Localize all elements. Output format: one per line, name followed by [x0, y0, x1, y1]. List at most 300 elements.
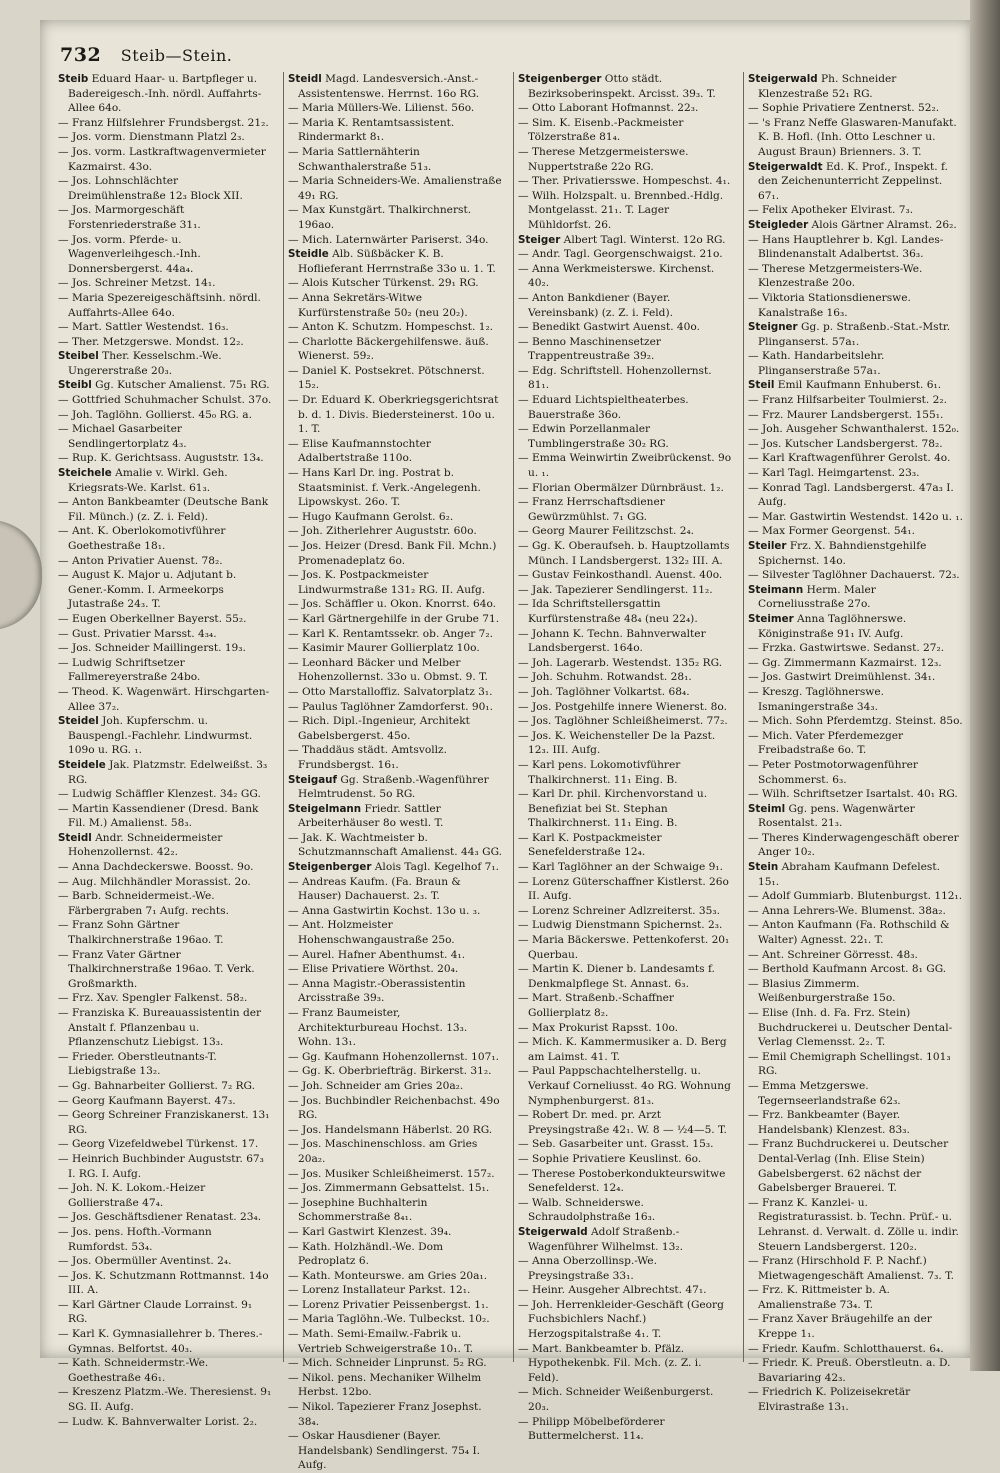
entry-text: — Leonhard Bäcker und Melber Hohenzollernst. 33o u. Obmst. 9. T.	[288, 656, 488, 684]
directory-entry	[288, 1283, 503, 1298]
entry-text: — Joh. Zitherlehrer Auguststr. 60o.	[288, 525, 477, 538]
entry-text: — Benedikt Gastwirt Auenst. 40o.	[518, 321, 700, 334]
directory-entry	[58, 1210, 273, 1225]
entry-text: — Andreas Kaufm. (Fa. Braun & Hauser) Dachauerst. 2₃. T.	[288, 875, 461, 903]
directory-entry	[518, 918, 733, 933]
page-number: 732	[60, 44, 102, 66]
entry-text: — Jos. Zimmermann Gebsattelst. 15₁.	[288, 1182, 490, 1195]
entry-text: — Emma Metzgerswe. Tegernseerlandstraße 62₃.	[748, 1079, 901, 1107]
entry-text: — Joh. Ausgeher Schwanthalerst. 152₀.	[748, 423, 960, 436]
entry-text: — Franziska K. Bureauassistentin der Anstalt f. Pflanzenbau u. Pflanzenschutz Liebigst. 13₃.	[58, 1007, 262, 1049]
directory-entry	[748, 948, 963, 963]
directory-entry	[58, 802, 273, 831]
book-spine-edge	[970, 0, 1000, 1371]
entry-text: — Jos. pens. Hofth.-Vormann Rumfordst. 53₄.	[58, 1225, 212, 1253]
entry-text: — Mar. Gastwirtin Westendst. 142o u. ₁.	[748, 510, 964, 523]
directory-entry	[518, 1108, 733, 1137]
entry-text: — Franz Hilfslehrer Frundsbergst. 21₂.	[58, 116, 269, 129]
directory-entry	[58, 72, 273, 116]
directory-entry	[288, 247, 503, 276]
directory-entry	[58, 378, 273, 393]
entry-text: — Aurel. Hafner Abenthumst. 4₁.	[288, 948, 466, 961]
entry-text: — Thaddäus städt. Amtsvollz. Frundsbergst. 16₁.	[288, 744, 447, 771]
directory-entry	[518, 597, 733, 626]
entry-text: — Heinrich Buchbinder Auguststr. 67₃ I. RG. I. Aufg.	[58, 1152, 264, 1180]
entry-text: — Viktoria Stationsdienerswe. Kanalstraße 16₃.	[748, 291, 911, 319]
entry-text: — Dr. Eduard K. Oberkriegsgerichtsrat b. d. 1. Divis. Biedersteinerst. 10o u. 1. T.	[288, 394, 499, 436]
entry-text: — Edwin Porzellanmaler Tumblingerstraße 30₂ RG.	[518, 423, 669, 450]
directory-entry	[288, 1240, 503, 1269]
entry-text: Ther. Kesselschm.-We. Ungererstraße 20₃.	[68, 350, 222, 377]
directory-entry	[518, 1254, 733, 1283]
entry-text: Emil Kaufmann Enhuberst. 6₁.	[777, 379, 942, 392]
directory-entry	[58, 320, 273, 335]
entry-text: — Franz Baumeister, Architekturbureau Hochst. 13₃. Wohn. 13₁.	[288, 1007, 468, 1049]
directory-entry	[748, 466, 963, 481]
entry-text: — Karl K. Rentamtssekr. ob. Anger 7₂.	[288, 627, 494, 640]
directory-entry	[58, 524, 273, 553]
directory-entry	[58, 1094, 273, 1109]
entry-text: — Karl Tagl. Heimgartenst. 23₃.	[748, 467, 920, 480]
entry-text: — Gg. K. Oberbriefträg. Birkerst. 31₂.	[288, 1065, 492, 1078]
directory-entry	[288, 1196, 503, 1225]
entry-text: — Franz K. Kanzlei- u. Registraturassist. b. Techn. Prüf.- u. Lehranst. d. Verwalt. d. Zölle u. indir. Steuern Landsbergerst. 120₂.	[748, 1196, 959, 1253]
entry-surname: Steigauf	[288, 773, 337, 786]
entry-text: — Felix Apotheker Elvirast. 7₃.	[748, 204, 914, 217]
entry-surname: Steimer	[748, 612, 794, 625]
directory-entry	[518, 422, 733, 451]
entry-text: — Joh. N. K. Lokom.-Heizer Gollierstraße 47₄.	[58, 1182, 206, 1209]
entry-surname: Steigerwaldt	[748, 160, 823, 173]
entry-text: — Franz Xaver Bräugehilfe an der Kreppe 1₁.	[748, 1313, 932, 1341]
directory-entry	[748, 802, 963, 831]
entry-text: Gg. pens. Wagenwärter Rosentalst. 21₃.	[758, 802, 915, 830]
directory-entry	[58, 393, 273, 408]
entry-text: — Jos. Lohnschlächter Dreimühlenstraße 12₃ Block XII.	[58, 175, 243, 202]
directory-entry	[288, 656, 503, 685]
directory-entry	[748, 437, 963, 452]
directory-entry	[518, 495, 733, 524]
directory-entry	[748, 1137, 963, 1195]
entry-surname: Steiml	[748, 802, 786, 815]
entry-text: — Karl Gärtner Claude Lorrainst. 9₁ RG.	[58, 1298, 253, 1326]
directory-entry	[748, 1312, 963, 1341]
directory-entry	[748, 218, 963, 233]
entry-text: Adolf Straßenb.-Wagenführer Wilhelmst. 13₂.	[528, 1225, 684, 1253]
directory-entry	[288, 466, 503, 510]
directory-entry	[748, 393, 963, 408]
directory-entry	[748, 262, 963, 291]
entry-text: Joh. Kupferschm. u. Bauspengl.-Fachlehr. Lindwurmst. 109o u. RG. ₁.	[68, 715, 253, 757]
entry-text: — Mich. Laternwärter Pariserst. 34o.	[288, 233, 489, 246]
entry-text: — Andr. Tagl. Georgenschwaigst. 21o.	[518, 248, 723, 261]
directory-entry	[518, 787, 733, 831]
directory-entry	[288, 320, 503, 335]
entry-surname: Steidle	[288, 248, 329, 261]
entry-text: — Silvester Taglöhner Dachauerst. 72₃.	[748, 569, 960, 582]
entry-text: — Walb. Schneiderswe. Schraudolphstraße 16₃.	[518, 1196, 656, 1224]
entry-text: — Sim. K. Eisenb.-Packmeister Tölzerstraße 81₄.	[518, 116, 684, 144]
entry-text: — Nikol. pens. Mechaniker Wilhelm Herbst. 12bo.	[288, 1371, 482, 1399]
directory-entry	[288, 1312, 503, 1327]
directory-entry	[748, 1006, 963, 1050]
entry-text: — Anna Lehrers-We. Blumenst. 38a₂.	[748, 904, 946, 917]
directory-entry	[518, 174, 733, 189]
directory-entry	[58, 831, 273, 860]
entry-text: — Elise Kaufmannstochter Adalbertstraße 110o.	[288, 437, 431, 465]
entry-text: — Nikol. Tapezierer Franz Josephst. 38₄.	[288, 1401, 482, 1428]
entry-surname: Steiger	[518, 233, 561, 246]
directory-entry	[58, 1225, 273, 1254]
directory-entry	[288, 773, 503, 802]
entry-text: — Sophie Privatiere Zentnerst. 52₂.	[748, 102, 940, 115]
directory-entry	[288, 1137, 503, 1166]
entry-text: — Johann K. Techn. Bahnverwalter Landsbergerst. 164o.	[518, 627, 706, 655]
directory-entry	[288, 802, 503, 831]
directory-entry	[288, 685, 503, 700]
entry-text: Herm. Maler Corneliusstraße 27o.	[758, 583, 876, 611]
entry-text: — Anton Privatier Auenst. 78₂.	[58, 554, 223, 567]
entry-text: — Emma Weinwirtin Zweibrückenst. 9o u. ₁.	[518, 452, 732, 480]
directory-entry	[518, 481, 733, 496]
entry-text: — Emil Chemigraph Schellingst. 101₃ RG.	[748, 1050, 951, 1078]
entry-text: — Anna Sekretärs-Witwe Kurfürstenstraße 50₂ (neu 20₂).	[288, 291, 468, 319]
entry-text: — Barb. Schneidermeist.-We. Färbergraben 7₁ Aufg. rechts.	[58, 890, 229, 917]
directory-entry	[58, 349, 273, 378]
entry-text: — Ther. Metzgerswe. Mondst. 12₂.	[58, 335, 244, 348]
entry-text: — Anton Kaufmann (Fa. Rothschild & Walter) Agnesst. 22₁. T.	[748, 919, 950, 947]
directory-entry	[748, 378, 963, 393]
entry-text: — Charlotte Bäckergehilfenswe. äuß. Wienerst. 59₂.	[288, 335, 489, 363]
directory-entry	[288, 335, 503, 364]
entry-text: — Max Kunstgärt. Thalkirchnerst. 196ao.	[288, 204, 472, 231]
directory-entry	[58, 203, 273, 232]
entry-text: — Ludw. K. Bahnverwalter Lorist. 2₂.	[58, 1415, 258, 1428]
directory-entry	[748, 787, 963, 802]
entry-text: — Friedr. K. Preuß. Oberstleutn. a. D. Bavariaring 42₃.	[748, 1357, 951, 1384]
directory-entry	[518, 758, 733, 787]
directory-entry	[518, 1298, 733, 1342]
entry-surname: Steigenberger	[518, 73, 602, 85]
directory-entry	[518, 685, 733, 700]
entry-text: — Maria Müllers-We. Lilienst. 56o.	[288, 102, 475, 115]
entry-text: Eduard Haar- u. Bartpfleger u. Badereigesch.-Inh. nördl. Auffahrts-Allee 64o.	[68, 73, 262, 115]
directory-entry	[518, 700, 733, 715]
entry-text: Alb. Süßbäcker K. B. Hoflieferant Herrnstraße 33o u. 1. T.	[298, 248, 496, 275]
directory-entry	[58, 1050, 273, 1079]
entry-text: — Kath. Holzhändl.-We. Dom Pedroplatz 6.	[288, 1240, 444, 1268]
directory-entry	[288, 364, 503, 393]
entry-text: Friedr. Sattler Arbeiterhäuser 8o westl. T.	[298, 802, 444, 830]
directory-entry	[58, 554, 273, 569]
directory-entry	[748, 203, 963, 218]
directory-entry	[518, 335, 733, 364]
entry-text: — Karl Dr. phil. Kirchenvorstand u. Benefiziat bei St. Stephan Thalkirchnerst. 11₁ Eing. B.	[518, 788, 708, 830]
entry-text: — Friedr. Kaufm. Schlotthauerst. 6₄.	[748, 1342, 944, 1355]
directory-entry	[58, 1269, 273, 1298]
entry-text: — Josephine Buchhalterin Schommerstraße 8₄₁.	[288, 1196, 428, 1224]
entry-text: — Mich. Vater Pferdemezger Freibadstraße 6o. T.	[748, 729, 904, 757]
directory-entry	[518, 262, 733, 291]
entry-text: — Ant. K. Oberlokomotivführer Goethestraße 18₁.	[58, 525, 226, 552]
entry-surname: Steib	[58, 73, 89, 85]
entry-surname: Steigelmann	[288, 802, 362, 815]
entry-text: — Anton Bankbeamter (Deutsche Bank Fil. Münch.) (z. Z. i. Feld).	[58, 496, 269, 523]
entry-text: — Frz. Maurer Landsbergerst. 155₁.	[748, 408, 944, 421]
directory-entry	[58, 422, 273, 451]
entry-text: — Jos. K. Postpackmeister Lindwurmstraße 131₂ RG. II. Aufg.	[288, 569, 486, 596]
entry-text: — Lorenz Güterschaffner Kistlerst. 26o II. Aufg.	[518, 875, 729, 903]
entry-text: — Friedrich K. Polizeisekretär Elvirastraße 13₁.	[748, 1386, 911, 1414]
directory-entry	[518, 1342, 733, 1386]
directory-entry	[58, 276, 273, 291]
directory-entry	[288, 1094, 503, 1123]
entry-text: Otto städt. Bezirksoberinspekt. Arcisst. 39₃. T.	[528, 73, 716, 100]
directory-entry	[58, 130, 273, 145]
directory-entry	[58, 1152, 273, 1181]
entry-text: — Wilh. Schriftsetzer Isartalst. 40₁ RG.	[748, 788, 958, 801]
entry-text: — Ant. Schreiner Görresst. 48₃.	[748, 948, 918, 961]
directory-entry	[518, 393, 733, 422]
entry-text: — Mart. Sattler Westendst. 16₃.	[58, 321, 229, 334]
directory-entry	[288, 1123, 503, 1138]
entry-text: — Anna Dachdeckerswe. Boosst. 9o.	[58, 861, 254, 874]
directory-entry	[518, 539, 733, 568]
entry-text: Alois Tagl. Kegelhof 7₁.	[374, 861, 500, 874]
entry-text: — Martin K. Diener b. Landesamts f. Denkmalpflege St. Annast. 6₃.	[518, 963, 715, 990]
directory-entry	[58, 1006, 273, 1050]
directory-entry	[288, 174, 503, 203]
directory-entry	[288, 568, 503, 597]
directory-entry	[518, 627, 733, 656]
entry-text: — Anton Bankdiener (Bayer. Vereinsbank) (z. Z. i. Feld).	[518, 291, 673, 319]
directory-entry	[58, 1181, 273, 1210]
entry-text: — Karl pens. Lokomotivführer Thalkirchnerst. 11₁ Eing. B.	[518, 758, 681, 786]
directory-entry	[58, 568, 273, 612]
directory-entry	[518, 933, 733, 962]
entry-surname: Stein	[748, 861, 779, 874]
directory-entry	[748, 685, 963, 714]
entry-surname: Steidel	[58, 715, 99, 728]
entry-text: — Jos. Marmorgeschäft Forstenriederstraße 31₁.	[58, 204, 201, 231]
directory-entry	[58, 174, 273, 203]
directory-entry	[288, 539, 503, 568]
directory-entry	[518, 568, 733, 583]
entry-text: — Ther. Privatiersswe. Hompeschst. 4₁.	[518, 175, 731, 188]
directory-entry	[518, 233, 733, 248]
directory-entry	[58, 656, 273, 685]
entry-text: — Elise Privatiere Wörthst. 20₄.	[288, 963, 459, 976]
directory-entry	[748, 918, 963, 947]
entry-text: — Karl Taglöhner an der Schwaige 9₁.	[518, 861, 724, 874]
directory-entry	[748, 729, 963, 758]
column-1	[58, 72, 273, 1428]
directory-entry	[748, 539, 963, 568]
directory-entry	[288, 1429, 503, 1473]
entry-text: — Berthold Kaufmann Arcost. 8₁ GG.	[748, 963, 947, 976]
directory-entry	[288, 1327, 503, 1356]
directory-entry	[518, 145, 733, 174]
directory-entry	[58, 1327, 273, 1356]
entry-text: — Peter Postmotorwagenführer Schommerst. 6₃.	[748, 758, 918, 786]
directory-entry	[58, 1254, 273, 1269]
entry-text: — Georg Kaufmann Bayerst. 47₃.	[58, 1094, 236, 1107]
column-3	[513, 72, 733, 1443]
directory-entry	[288, 276, 503, 291]
directory-entry	[58, 1415, 273, 1430]
directory-entry	[288, 1064, 503, 1079]
directory-entry	[748, 160, 963, 204]
directory-entry	[58, 116, 273, 131]
entry-text: — Kreszenz Platzm.-We. Theresienst. 9₁ SG. II. Aufg.	[58, 1386, 272, 1414]
directory-entry	[288, 1167, 503, 1182]
directory-entry	[748, 1079, 963, 1108]
directory-entry	[288, 510, 503, 525]
directory-entry	[748, 977, 963, 1006]
directory-entry	[288, 948, 503, 963]
directory-entry	[58, 1108, 273, 1137]
entry-text: — Gg. Bahnarbeiter Gollierst. 7₂ RG.	[58, 1079, 256, 1092]
entry-text: — Michael Gasarbeiter Sendlingertorplatz 4₃.	[58, 423, 187, 450]
entry-text: — Jos. Gastwirt Dreimühlenst. 34₁.	[748, 671, 936, 684]
entry-text: — Franz Buchdruckerei u. Deutscher Dental-Verlag (Inh. Elise Stein) Gabelsbergerst. 62 nächst der Gabelsberger Brauerei. T.	[748, 1138, 949, 1195]
directory-entry	[748, 1385, 963, 1414]
directory-entry	[518, 1064, 733, 1108]
directory-entry	[748, 641, 963, 656]
directory-entry	[748, 714, 963, 729]
entry-surname: Steibl	[58, 379, 92, 392]
entry-text: — Philipp Möbelbeförderer Buttermelcherst. 11₄.	[518, 1415, 665, 1443]
directory-entry	[748, 451, 963, 466]
entry-text: — Otto Laborant Hofmannst. 22₃.	[518, 102, 699, 115]
directory-entry	[748, 72, 963, 101]
entry-text: — Joh. Taglöhn. Gollierst. 45₀ RG. a.	[58, 408, 252, 421]
column-4	[743, 72, 964, 1414]
entry-text: — Seb. Gasarbeiter unt. Grasst. 15₃.	[518, 1138, 714, 1151]
directory-entry	[288, 72, 503, 101]
directory-entry	[288, 1006, 503, 1050]
entry-text: — Max Former Georgenst. 54₁.	[748, 525, 915, 538]
entry-text: — Martin Kassendiener (Dresd. Bank Fil. M.) Amalienst. 58₃.	[58, 802, 259, 830]
entry-surname: Steidl	[288, 73, 322, 85]
entry-text: — Kreszg. Taglöhnerswe. Ismaningerstraße 34₃.	[748, 685, 884, 713]
directory-entry	[518, 1196, 733, 1225]
entry-text: — Jos. Postgehilfe innere Wienerst. 8o.	[518, 700, 727, 713]
entry-text: — Blasius Zimmerm. Weißenburgerstraße 15o.	[748, 977, 896, 1005]
directory-entry	[518, 714, 733, 729]
directory-entry	[288, 1079, 503, 1094]
directory-entry	[288, 524, 503, 539]
directory-entry	[58, 451, 273, 466]
entry-text: — Frz. Bankbeamter (Bayer. Handelsbank) Klenzest. 83₃.	[748, 1109, 910, 1136]
directory-entry	[748, 1356, 963, 1385]
entry-text: Alois Gärtner Alramst. 26₂.	[811, 218, 957, 231]
entry-text: Jak. Platzmstr. Edelweißst. 3₃ RG.	[68, 758, 268, 786]
entry-surname: Steigerwald	[518, 1225, 588, 1238]
directory-entry	[748, 1254, 963, 1283]
entry-text: — Gustav Feinkosthandl. Auenst. 40o.	[518, 569, 723, 582]
directory-entry	[288, 1298, 503, 1313]
directory-entry	[748, 612, 963, 641]
entry-surname: Steibel	[58, 350, 99, 363]
directory-entry	[518, 583, 733, 598]
directory-entry	[748, 1283, 963, 1312]
entry-text: Ed. K. Prof., Inspekt. f. den Zeichenunterricht Zeppelinst. 67₁.	[758, 160, 948, 202]
entry-text: — Franz Sohn Gärtner Thalkirchnerstraße 196ao. T.	[58, 919, 224, 947]
directory-entry	[288, 641, 503, 656]
entry-text: — Elise (Inh. d. Fa. Frz. Stein) Buchdruckerei u. Deutscher Dental-Verlag Clemensst. 2₂. T.	[748, 1007, 953, 1049]
directory-entry	[518, 831, 733, 860]
directory-entry	[748, 656, 963, 671]
directory-entry	[518, 1225, 733, 1254]
entry-surname: Steil	[748, 379, 775, 392]
entry-text: — Jos. Schneider Maillingerst. 19₃.	[58, 642, 246, 655]
directory-entry	[518, 1385, 733, 1414]
directory-entry	[288, 831, 503, 860]
entry-text: — Jos. Geschäftsdiener Renatast. 23₄.	[58, 1211, 262, 1224]
entry-text: — Gg. Kaufmann Hohenzollernst. 107₁.	[288, 1050, 499, 1063]
directory-page	[40, 20, 972, 1472]
directory-entry	[58, 145, 273, 174]
entry-text: — Jos. Obermüller Aventinst. 2₄.	[58, 1255, 232, 1268]
directory-entry	[748, 1342, 963, 1357]
entry-text: — Aug. Milchhändler Morassist. 2o.	[58, 875, 251, 888]
entry-text: — Georg Maurer Feilitzschst. 2₄.	[518, 525, 695, 538]
entry-text: — Franz (Hirschhold F. P. Nachf.) Mietwagengeschäft Amalienst. 7₃. T.	[748, 1255, 955, 1282]
entry-text: — Theres Kinderwagengeschäft oberer Anger 10₂.	[748, 831, 959, 859]
directory-entry	[748, 349, 963, 378]
directory-entry	[288, 1050, 503, 1065]
entry-text: — Jos. Schreiner Metzst. 14₁.	[58, 277, 216, 290]
entry-text: — Karl K. Postpackmeister Senefelderstraße 12₄.	[518, 831, 662, 859]
directory-entry	[58, 233, 273, 277]
entry-text: — Franz Herrschaftsdiener Gewürzmühlst. 7₁ GG.	[518, 496, 665, 523]
directory-entry	[288, 233, 503, 248]
entry-text: — Robert Dr. med. pr. Arzt Preysingstraße 42₁. W. 8 — ½4—5. T.	[518, 1109, 727, 1136]
directory-entry	[748, 524, 963, 539]
directory-entry	[518, 1283, 733, 1298]
directory-entry	[58, 408, 273, 423]
directory-entry	[288, 1371, 503, 1400]
entry-text: — Joh. Taglöhner Volkartst. 68₄.	[518, 685, 690, 698]
entry-text: — Therese Postoberkondukteurswitwe Senefelderst. 12₄.	[518, 1167, 726, 1195]
directory-entry	[518, 1152, 733, 1167]
directory-entry	[288, 918, 503, 947]
directory-entry	[748, 1050, 963, 1079]
entry-text: — Wilh. Holzspalt. u. Brennbed.-Hdlg. Montgelasst. 21₁. T. Lager Mühldorfst. 26.	[518, 189, 724, 231]
entry-surname: Steidele	[58, 758, 106, 771]
entry-text: — Rich. Dipl.-Ingenieur, Architekt Gabelsbergerst. 45o.	[288, 715, 470, 742]
directory-entry	[748, 962, 963, 977]
entry-text: — Gg. Zimmermann Kazmairst. 12₃.	[748, 656, 942, 669]
entry-text: — Kath. Monteurswe. am Gries 20a₁.	[288, 1269, 488, 1282]
entry-text: — Theod. K. Wagenwärt. Hirschgarten-Allee 37₂.	[58, 685, 270, 713]
directory-entry	[288, 875, 503, 904]
entry-text: — Florian Obermälzer Dürnbräust. 1₂.	[518, 481, 724, 494]
running-title: Steib—Stein.	[120, 46, 233, 65]
directory-entry	[748, 510, 963, 525]
entry-text: — August K. Major u. Adjutant b. Gener.-Komm. I. Armeekorps Jutastraße 24₃. T.	[58, 569, 237, 611]
entry-surname: Steigner	[748, 321, 798, 334]
entry-text: — Ida Schriftstellersgattin Kurfürstenstraße 48₄ (neu 22₄).	[518, 598, 698, 625]
directory-entry	[748, 422, 963, 437]
entry-text: — Mich. Schneider Linprunst. 5₂ RG.	[288, 1357, 487, 1370]
directory-entry	[288, 612, 503, 627]
entry-text: — Anna Magistr.-Oberassistentin Arcisstraße 39₃.	[288, 977, 466, 1005]
directory-entry	[748, 1196, 963, 1254]
directory-entry	[58, 889, 273, 918]
entry-text: — Karl Gastwirt Klenzest. 39₄.	[288, 1225, 452, 1238]
